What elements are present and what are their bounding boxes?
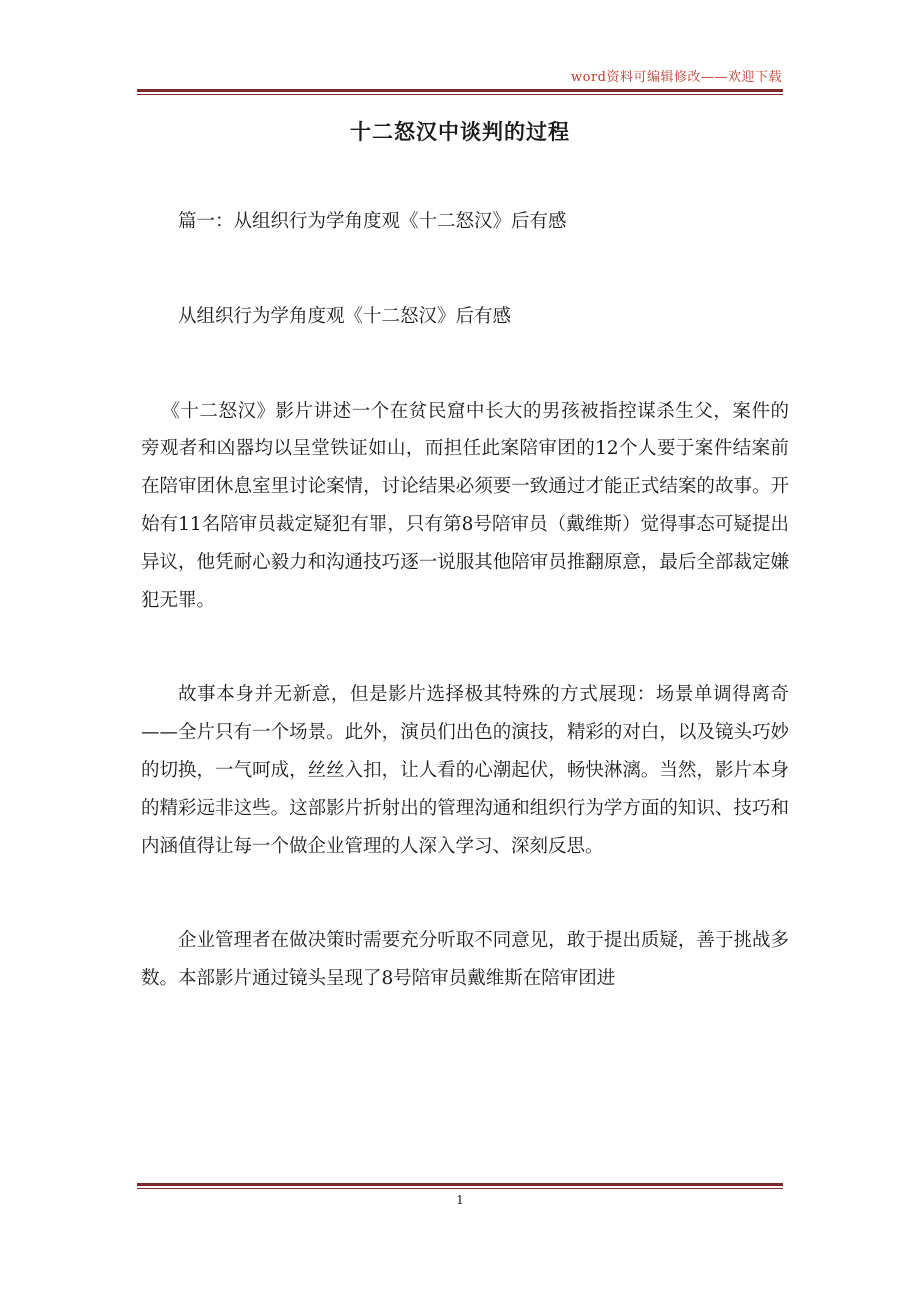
subtitle-paragraph: 从组织行为学角度观《十二怒汉》后有感 <box>178 305 512 327</box>
body-paragraph: 故事本身并无新意，但是影片选择极其特殊的方式展现：场景单调得离奇——全片只有一个场景。此外，演员们出色的演技，精彩的对白，以及镜头巧妙的切换，一气呵成，丝丝入扣，让人看的心潮起伏，畅快淋漓。当然，影片本身的精彩远非这些。这部影片折射出的管理沟通和组织行为学方面的知识、技巧和内涵值得让每一个做企业管理的人深入学习、深刻反思。 <box>141 684 789 857</box>
header-note: word资料可编辑修改——欢迎下载 <box>571 70 782 85</box>
footer-rule <box>137 1183 783 1186</box>
body-paragraph: 《十二怒汉》影片讲述一个在贫民窟中长大的男孩被指控谋杀生父，案件的旁观者和凶器均以呈堂铁证如山，而担任此案陪审团的12个人要于案件结案前在陪审团休息室里讨论案情，讨论结果必须要一致通过才能正式结案的故事。开始有11名陪审员裁定疑犯有罪，只有第8号陪审员（戴维斯）觉得事态可疑提出异议，他凭耐心毅力和沟通技巧逐一说服其他陪审员推翻原意，最后全部裁定嫌犯无罪。 <box>141 400 789 611</box>
body-paragraph: 企业管理者在做决策时需要充分听取不同意见，敢于提出质疑，善于挑战多数。本部影片通过镜头呈现了8号陪审员戴维斯在陪审团进 <box>141 930 789 990</box>
page-number: 1 <box>456 1193 464 1207</box>
header-rule <box>137 89 783 92</box>
document-title: 十二怒汉中谈判的过程 <box>350 120 570 144</box>
document-body <box>141 203 789 1055</box>
section-heading: 篇一：从组织行为学角度观《十二怒汉》后有感 <box>178 211 567 232</box>
